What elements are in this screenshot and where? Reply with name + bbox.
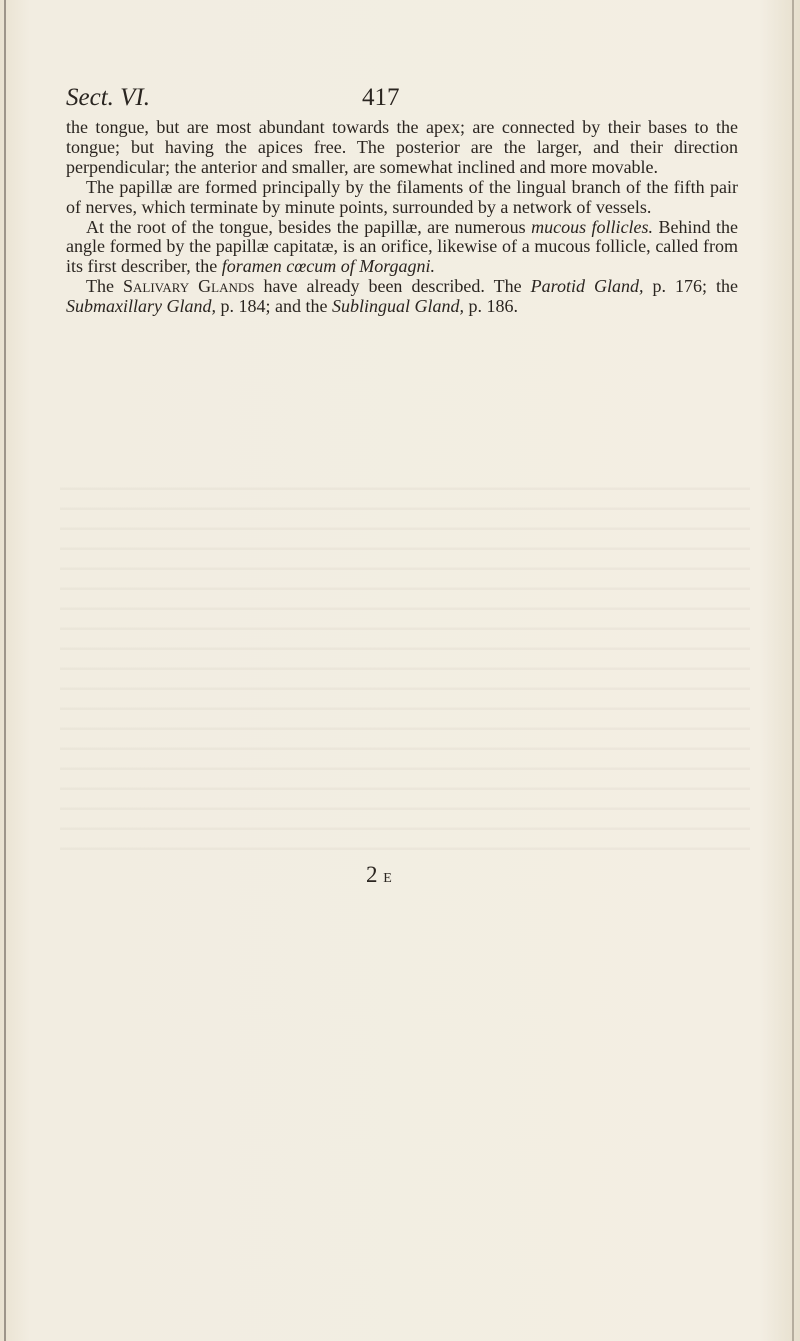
page-left-edge	[4, 0, 6, 1341]
paragraph	[66, 277, 738, 317]
signature-letter: E	[383, 871, 392, 886]
italic-text: Submaxillary Gland,	[66, 296, 216, 317]
italic-text: foramen cœcum of Morgagni.	[221, 256, 436, 277]
text-run: The	[86, 276, 123, 297]
running-header	[66, 80, 736, 116]
paragraph	[66, 218, 738, 278]
small-caps-text: Salivary Glands	[123, 276, 255, 297]
page-right-edge	[792, 0, 794, 1341]
show-through-from-reverse	[60, 470, 750, 850]
text-run: At the root of the tongue, besides the papillæ, are numerous	[86, 216, 532, 237]
signature-number: 2	[366, 862, 378, 887]
text-run: The papillæ are formed principally by the filaments of the lingual branch of the fifth pair of nerves, which terminate by minute points, surrounded by a network of vessels.	[66, 176, 738, 217]
text-run: p. 184; and the	[216, 296, 332, 317]
body-text	[66, 118, 738, 317]
italic-text: Parotid Gland,	[530, 276, 644, 297]
signature-mark	[366, 860, 392, 894]
italic-text: mucous follicles.	[531, 216, 654, 237]
text-run: have already been described. The	[254, 276, 531, 297]
section-label: Sect. VI.	[66, 84, 150, 111]
text-run: p. 176; the	[643, 276, 739, 297]
paragraph	[66, 118, 738, 178]
text-run: Behind the angle formed by the papillæ capitatæ, is an orifice, likewise of a mucous follicle, called from its first describer, the	[66, 216, 738, 277]
italic-text: Sublingual Gland,	[331, 296, 464, 317]
page-number: 417	[362, 84, 400, 111]
paragraph	[66, 178, 738, 218]
text-run: the tongue, but are most abundant towards the apex; are connected by their bases to the tongue; but having the apices free. The posterior are the larger, and their direction perpendicular; the anterior and smaller, are somewhat inclined and more movable.	[66, 117, 738, 177]
text-run: p. 186.	[464, 296, 518, 317]
